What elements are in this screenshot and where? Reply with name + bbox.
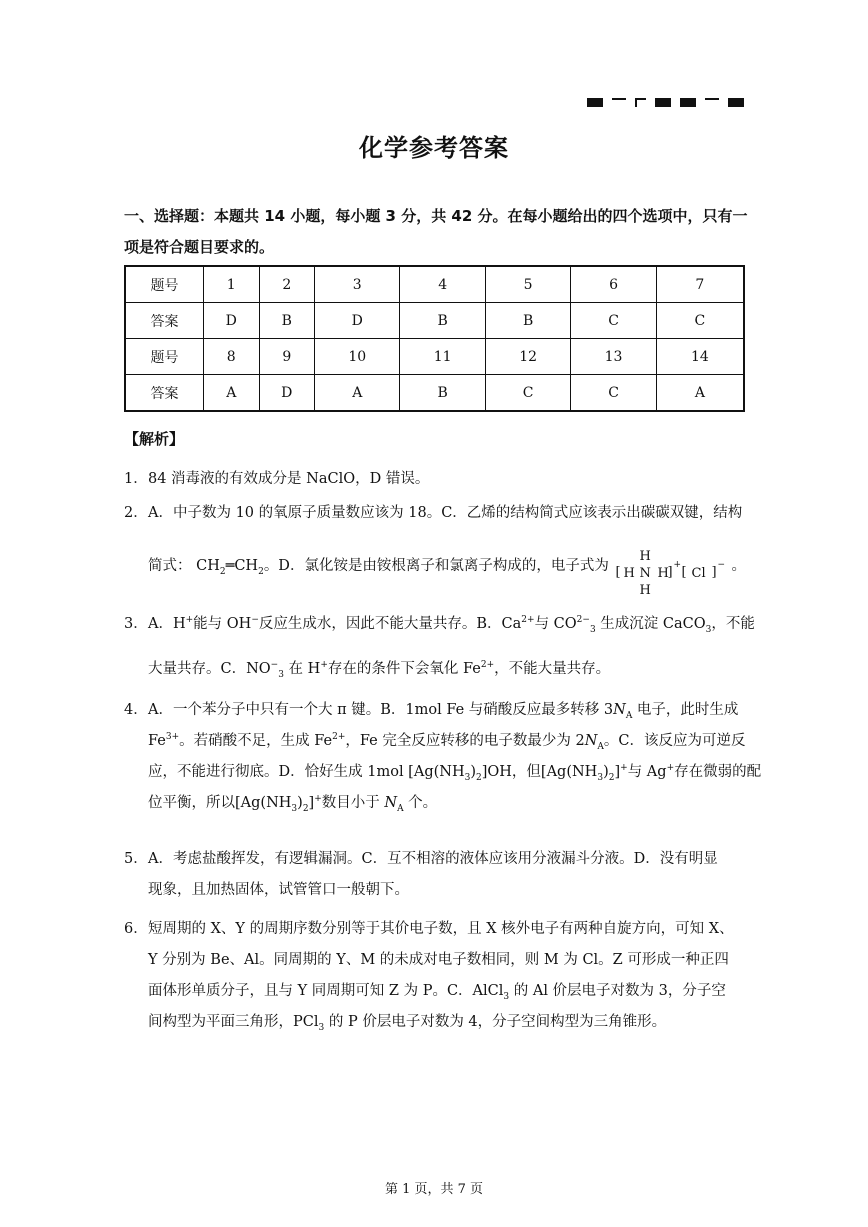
analysis-heading: 【解析】 <box>124 430 185 448</box>
analysis-item-6 <box>124 914 748 1038</box>
item-line <box>148 543 748 598</box>
item-number: 4． <box>124 702 148 718</box>
item-line: 大量共存。C．$NO^-_3$ 在 H+存在的条件下会氧化 $Fe^{2+}$，不能大量共存。 <box>148 660 611 680</box>
table-cell: D <box>315 303 400 339</box>
table-row-header: 题号 <box>125 266 204 303</box>
header-mark <box>705 98 719 100</box>
section-heading: 一、选择题：本题共 14 小题，每小题 3 分，共 42 分。在每小题给出的四个选项中，只有一项是符合题目要求的。 <box>124 207 748 256</box>
item-line: 面体形单质分子，且与 Y 同周期可知 Z 为 P。C．AlCl$_3$ 的 Al 价层电子对数为 3，分子空 <box>148 983 726 1002</box>
table-row-header: 答案 <box>125 303 204 339</box>
item-text: 短周期的 X、Y 的周期序数分别等于其价电子数，且 X 核外电子有两种自旋方向，可知 X、 <box>148 921 734 937</box>
header-mark <box>612 98 626 100</box>
item-text: 84 消毒液的有效成分是 NaClO，D 错误。 <box>148 471 430 487</box>
table-row <box>125 375 744 412</box>
header-mark <box>655 98 671 107</box>
item-text: 。D．氯化铵是由铵根离子和氯离子构成的，电子式为 <box>263 558 609 574</box>
table-cell: 9 <box>259 339 315 375</box>
item-number: 3． <box>124 616 148 632</box>
header-marks <box>587 96 744 108</box>
table-cell: 6 <box>571 266 656 303</box>
table-cell: 5 <box>485 266 570 303</box>
table-cell: 4 <box>400 266 485 303</box>
item-text: 简式： <box>148 558 192 574</box>
header-mark <box>587 98 603 107</box>
item-line: A．一个苯分子中只有一个大 π 键。B．1mol Fe 与硝酸反应最多转移 $3N_A$ 电子，此时生成 <box>148 702 739 721</box>
table-cell: B <box>400 303 485 339</box>
item-text: 现象，且加热固体，试管管口一般朝下。 <box>148 882 409 898</box>
table-row-header: 题号 <box>125 339 204 375</box>
table-cell: 12 <box>485 339 570 375</box>
analysis-item-2 <box>124 498 748 598</box>
analysis-item-5 <box>124 844 748 906</box>
ammonium-chloride-lewis-structure: [ H H N H H ] + [ Cl ] − <box>615 549 726 598</box>
table-cell: 8 <box>204 339 260 375</box>
analysis-item-3 <box>124 609 755 685</box>
table-cell: 7 <box>656 266 744 303</box>
item-number: 5． <box>124 851 148 867</box>
analysis-item-1 <box>124 464 748 495</box>
ethylene-formula: $CH_2═CH_2$ <box>196 558 264 577</box>
table-cell: 14 <box>656 339 744 375</box>
table-cell: B <box>485 303 570 339</box>
header-mark <box>728 98 744 107</box>
table-row <box>125 266 744 303</box>
table-cell: D <box>259 375 315 412</box>
item-number: 6． <box>124 921 148 937</box>
table-cell: C <box>571 303 656 339</box>
table-cell: A <box>656 375 744 412</box>
table-cell: 13 <box>571 339 656 375</box>
analysis-item-4 <box>124 695 762 819</box>
table-cell: A <box>315 375 400 412</box>
item-text: Y 分别为 Be、Al。同周期的 Y、M 的未成对电子数相同，则 M 为 Cl。Z 可形成一种正四 <box>148 952 729 968</box>
table-cell: 10 <box>315 339 400 375</box>
item-line: A．H+能与 OH−反应生成水，因此不能大量共存。B．$Ca^{2+}$与 $CO^{2-}_3$ 生成沉淀 CaCO$_3$，不能 <box>148 615 755 635</box>
table-cell: B <box>259 303 315 339</box>
item-text: 。 <box>731 558 747 574</box>
item-line: 应，不能进行彻底。D．恰好生成 1mol $[Ag(NH_3)_2]OH$，但$[Ag(NH_3)_2]^+$与 Ag+存在微弱的配 <box>148 763 762 783</box>
item-line: $Fe^{3+}$。若硝酸不足，生成 $Fe^{2+}$，Fe 完全反应转移的电子数最少为 $2N_A$。C．该反应为可逆反 <box>148 732 746 752</box>
table-cell: D <box>204 303 260 339</box>
table-row <box>125 303 744 339</box>
table-cell: 2 <box>259 266 315 303</box>
table-cell: B <box>400 375 485 412</box>
table-cell: 11 <box>400 339 485 375</box>
table-cell: C <box>571 375 656 412</box>
item-text: A．中子数为 10 的氧原子质量数应该为 18。C．乙烯的结构简式应该表示出碳碳双键，结构 <box>148 505 743 521</box>
table-cell: C <box>485 375 570 412</box>
header-mark <box>680 98 696 107</box>
table-cell: C <box>656 303 744 339</box>
header-mark <box>635 98 646 107</box>
item-line: 位平衡，所以$[Ag(NH_3)_2]^+$数目小于 $N_A$ 个。 <box>148 794 438 814</box>
answer-table <box>124 265 745 412</box>
table-row-header: 答案 <box>125 375 204 412</box>
table-cell: 3 <box>315 266 400 303</box>
item-number: 1． <box>124 471 148 487</box>
table-cell: A <box>204 375 260 412</box>
table-row <box>125 339 744 375</box>
item-text: A．考虑盐酸挥发，有逻辑漏洞。C．互不相溶的液体应该用分液漏斗分液。D．没有明显 <box>148 851 718 867</box>
page-footer: 第 1 页，共 7 页 <box>384 1182 484 1197</box>
item-line: 间构型为平面三角形，PCl$_3$ 的 P 价层电子对数为 4，分子空间构型为三角锥形。 <box>148 1014 667 1033</box>
item-number: 2． <box>124 505 148 521</box>
page-title: 化学参考答案 <box>359 133 509 162</box>
table-cell: 1 <box>204 266 260 303</box>
